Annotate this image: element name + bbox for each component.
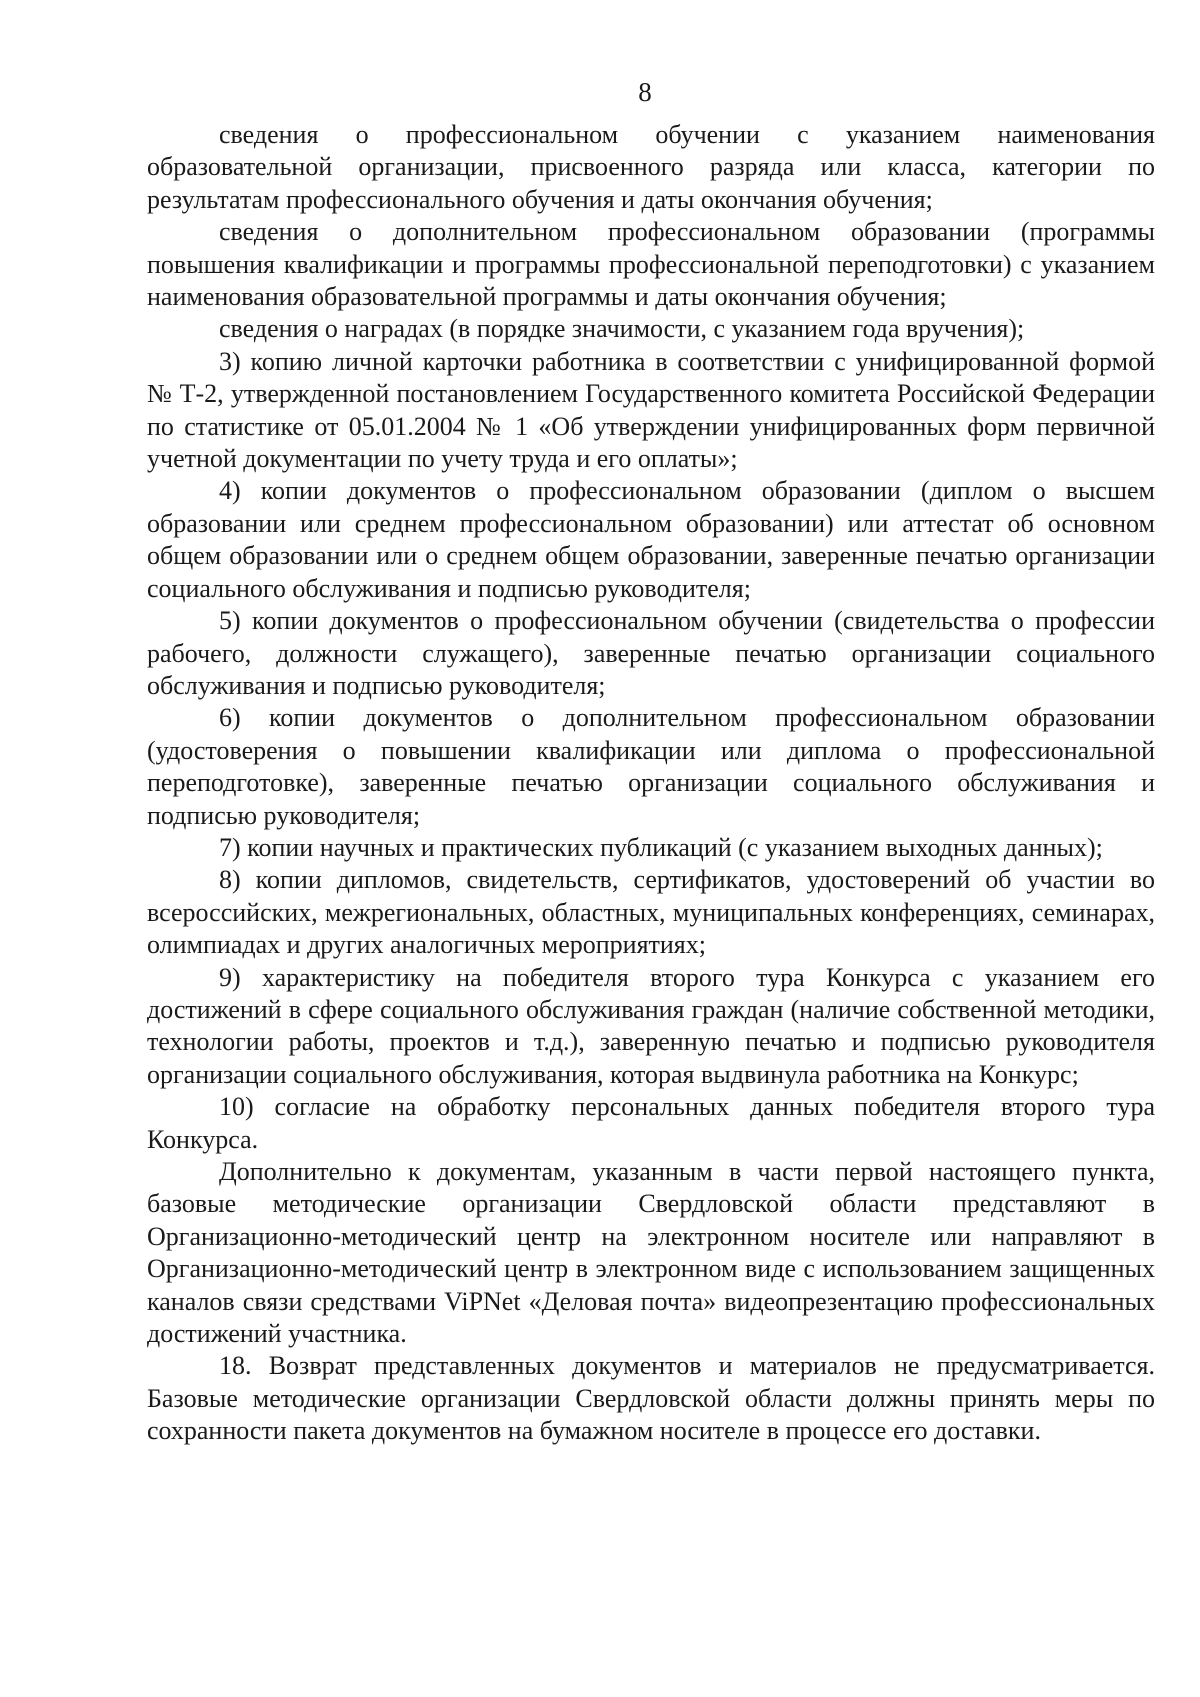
paragraph-additional-documents: Дополнительно к документам, указанным в части первой настоящего пункта, базовые методические организации Свердловской области представляют в Организационно-методический центр на электронном носителе или направляют в Организационно-методический центр в электронном виде с использованием защищенных каналов связи средствами ViPNet «Деловая почта» видеопрезентацию профессиональных достижений участника. <box>147 1157 1155 1349</box>
page-number: 8 <box>638 77 652 107</box>
list-item-9-characteristic: 9) характеристику на победителя второго тура Конкурса с указанием его достижений в сфере социального обслуживания граждан (наличие собственной методики, технологии работы, проектов и т.д.), заверенную печатью и подписью руководителя организации социального обслуживания, которая выдвинула работника на Конкурс; <box>147 962 1155 1089</box>
paragraph-18-return-of-documents: 18. Возврат представленных документов и материалов не предусматривается. Базовые методические организации Свердловской области должны принять меры по сохранности пакета документов на бумажном носителе в процессе его доставки. <box>147 1351 1155 1446</box>
paragraph-awards: сведения о наградах (в порядке значимости, с указанием года вручения); <box>219 314 1025 344</box>
list-item-7-publications: 7) копии научных и практических публикаций (с указанием выходных данных); <box>219 832 1103 862</box>
list-item-8-diplomas-certificates: 8) копии дипломов, свидетельств, сертификатов, удостоверений об участии во всероссийских, межрегиональных, областных, муниципальных конференциях, семинарах, олимпиадах и других аналогичных мероприятиях; <box>147 865 1155 960</box>
paragraph-professional-training: сведения о профессиональном обучении с указанием наименования образовательной организации, присвоенного разряда или класса, категории по результатам профессионального обучения и даты окончания обучения; <box>147 120 1155 214</box>
list-item-3-personal-card: 3) копию личной карточки работника в соответствии с унифицированной формой № Т-2, утвержденной постановлением Государственного комитета Российской Федерации по статистике от 05.01.2004 № 1 «Об утверждении унифицированных форм первичной учетной документации по учету труда и его оплаты»; <box>147 346 1155 474</box>
list-item-6-additional-education-documents: 6) копии документов о дополнительном профессиональном образовании (удостоверения о повышении квалификации или диплома о профессиональной переподготовке), заверенные печатью организации социального обслуживания и подписью руководителя; <box>147 703 1155 830</box>
list-item-4-education-documents: 4) копии документов о профессиональном образовании (диплом о высшем образовании или среднем профессиональном образовании) или аттестат об основном общем образовании или о среднем общем образовании, заверенные печатью организации социального обслуживания и подписью руководителя; <box>147 476 1155 603</box>
document-body <box>147 119 1155 1448</box>
list-item-10-consent: 10) согласие на обработку персональных данных победителя второго тура Конкурса. <box>147 1092 1155 1154</box>
list-item-5-training-documents: 5) копии документов о профессиональном обучении (свидетельства о профессии рабочего, должности служащего), заверенные печатью организации социального обслуживания и подписью руководителя; <box>147 606 1155 700</box>
paragraph-additional-education: сведения о дополнительном профессиональном образовании (программы повышения квалификации и программы профессиональной переподготовки) с указанием наименования образовательной программы и даты окончания обучения; <box>147 217 1155 312</box>
